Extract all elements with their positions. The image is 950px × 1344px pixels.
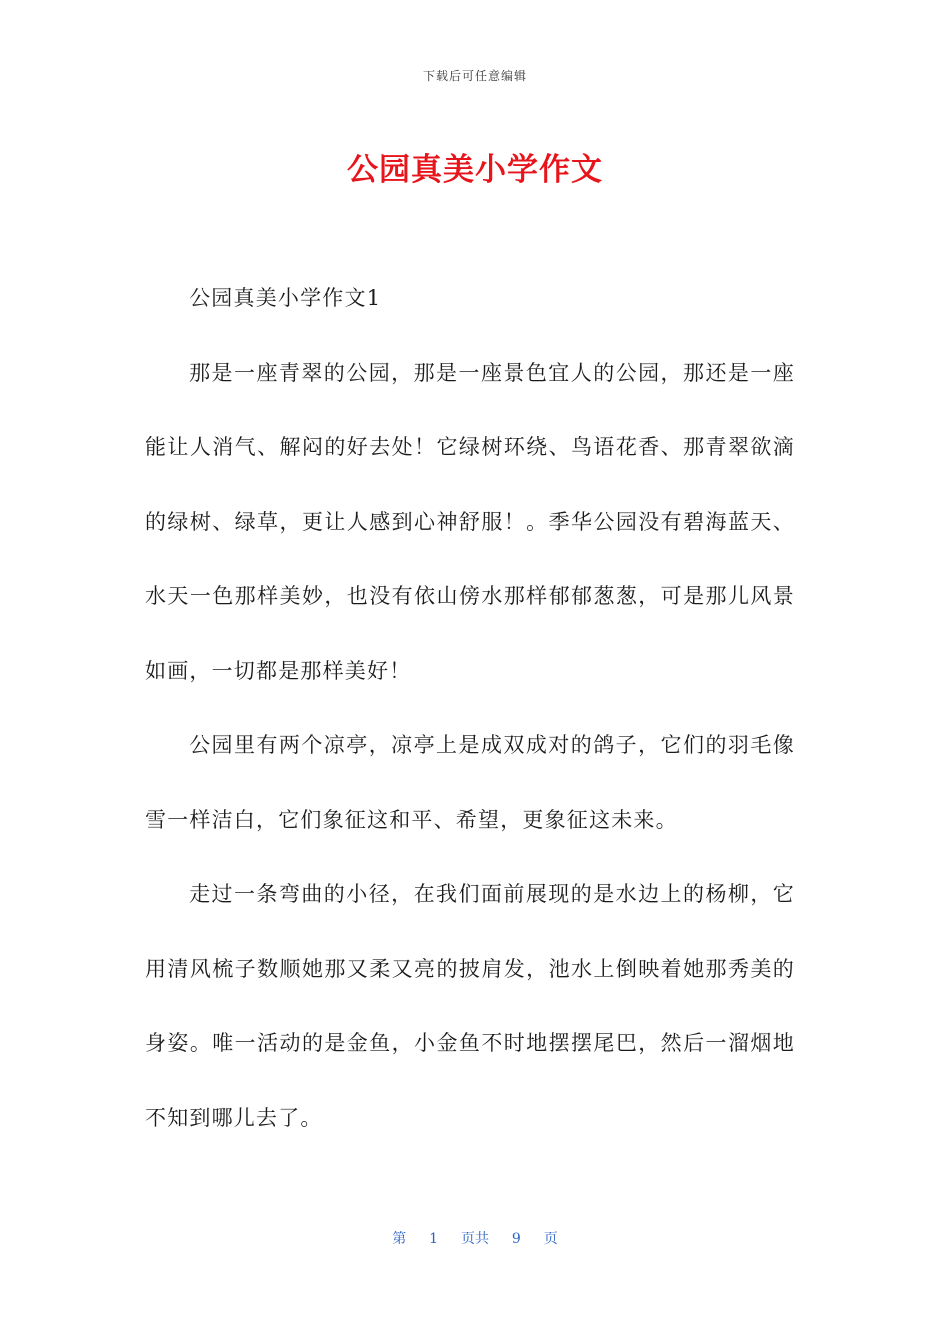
- current-page-number: 1: [429, 1231, 439, 1247]
- document-body: [145, 261, 795, 1155]
- page-prefix: 第: [392, 1231, 407, 1247]
- paragraph-1: 那是一座青翠的公园，那是一座景色宜人的公园，那还是一座能让人消气、解闷的好去处！它绿树环绕、鸟语花香、那青翠欲滴的绿树、绿草，更让人感到心神舒服！。季华公园没有碧海蓝天、水天一色那样美妙，也没有依山傍水那样郁郁葱葱，可是那儿风景如画，一切都是那样美好！: [145, 360, 795, 683]
- document-title: 公园真美小学作文: [347, 152, 603, 188]
- header-note: 下载后可任意编辑: [422, 69, 527, 83]
- paragraph-2: 公园里有两个凉亭，凉亭上是成双成对的鸽子，它们的羽毛像雪一样洁白，它们象征这和平、希望，更象征这未来。: [145, 733, 795, 832]
- section-heading: 公园真美小学作文1: [189, 286, 382, 310]
- paragraph-3: 走过一条弯曲的小径，在我们面前展现的是水边上的杨柳，它用清风梳子数顺她那又柔又亮的披肩发，池水上倒映着她那秀美的身姿。唯一活动的是金鱼，小金鱼不时地摆摆尾巴，然后一溜烟地不知到哪儿去了。: [145, 882, 795, 1130]
- page-mid-text: 页共: [461, 1231, 489, 1247]
- page-footer: [0, 1228, 950, 1248]
- total-pages-number: 9: [511, 1231, 521, 1247]
- page-suffix: 页: [543, 1231, 558, 1247]
